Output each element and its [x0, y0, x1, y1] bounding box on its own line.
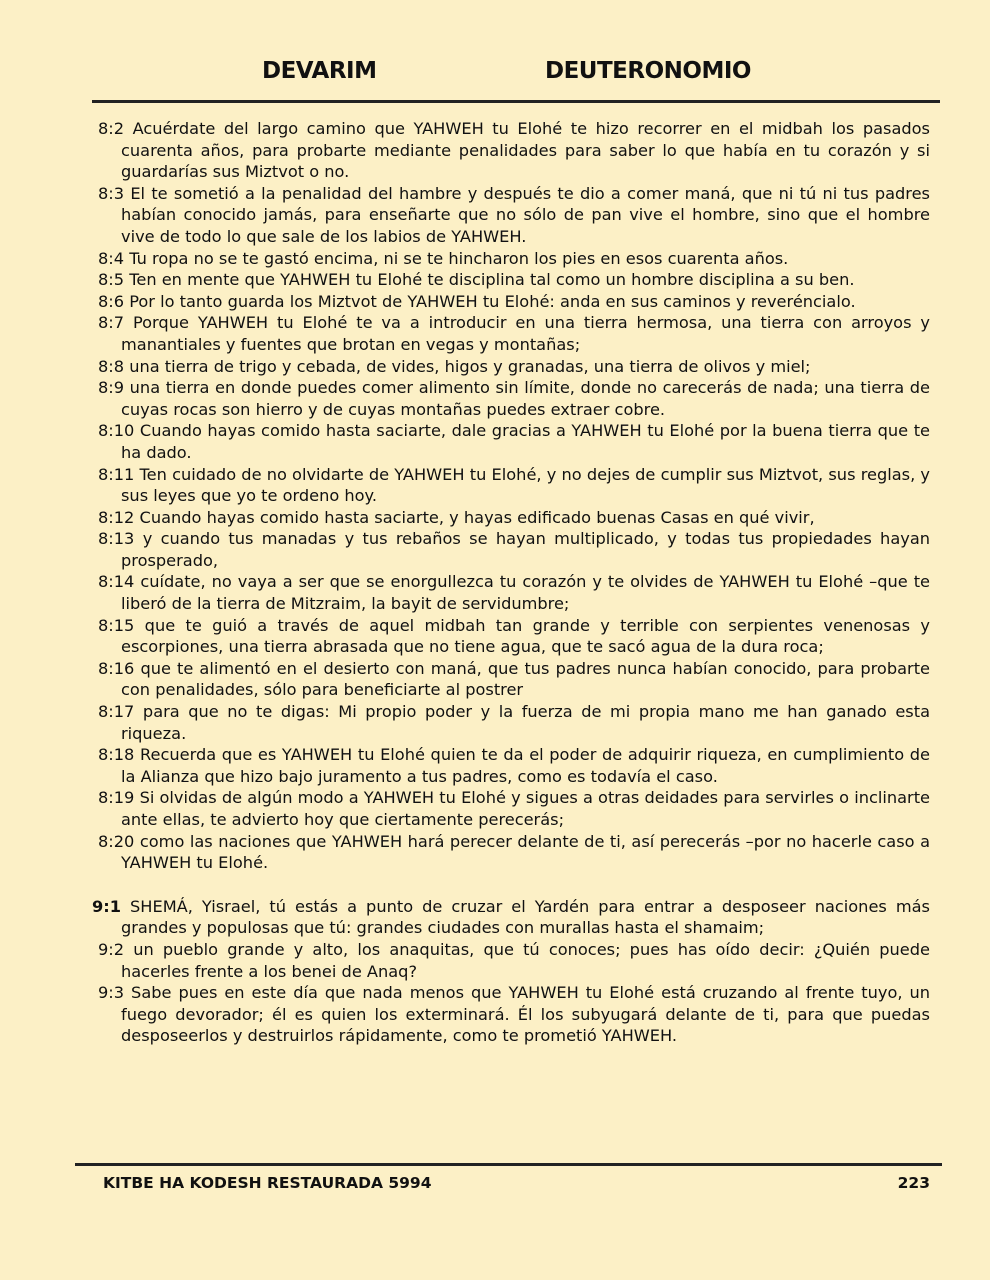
verse-number: 8:15 [98, 615, 135, 635]
verse-text: que te guió a través de aquel midbah tan grande y terrible con serpientes venenosas y escorpiones, una tierra abrasada que no tiene agua, que te sacó agua de la dura roca; [121, 615, 930, 657]
verse-number: 8:18 [98, 745, 135, 765]
book-name-hebrew: DEVARIM [262, 58, 377, 84]
verse-number: 8:10 [98, 421, 135, 441]
verse-number: 8:19 [98, 788, 135, 808]
verse-text: Porque YAHWEH tu Elohé te va a introducir en una tierra hermosa, una tierra con arroyos y manantiales y fuentes que brotan en vegas y montañas; [121, 313, 930, 354]
verse-text: y cuando tus manadas y tus rebaños se hayan multiplicado, y todas tus propiedades hayan prosperado, [121, 529, 930, 570]
verse [98, 507, 930, 529]
page-header [92, 56, 940, 103]
verse [98, 528, 930, 571]
verse [98, 464, 930, 507]
verse [98, 831, 930, 874]
chapter-8 [98, 118, 930, 874]
verse [98, 183, 930, 248]
verse-text: Recuerda que es YAHWEH tu Elohé quien te da el poder de adquirir riqueza, en cumplimiento de la Alianza que hizo bajo juramento a tus padres, como es todavía el caso. [121, 745, 930, 786]
verse-number: 8:5 [98, 270, 125, 290]
footer-book-title: KITBE HA KODESH RESTAURADA 5994 [103, 1174, 432, 1192]
verse-text: Ten en mente que YAHWEH tu Elohé te disciplina tal como un hombre disciplina a su ben. [129, 270, 855, 290]
verse [98, 356, 930, 378]
verse-number: 8:6 [98, 291, 125, 311]
chapter-9 [92, 896, 930, 1047]
verse-number: 8:11 [98, 464, 135, 484]
verse-text: una tierra en donde puedes comer alimento sin límite, donde no carecerás de nada; una tierra de cuyas rocas son hierro y de cuyas montañas puedes extraer cobre. [121, 378, 930, 419]
verse-number: 8:2 [98, 119, 125, 138]
verse-text: Cuando hayas comido hasta saciarte, y hayas edificado buenas Casas en qué vivir, [139, 507, 815, 527]
verse-number: 8:4 [98, 248, 125, 268]
verse-text: como las naciones que YAHWEH hará perecer delante de ti, así perecerás –por no hacerle caso a YAHWEH tu Elohé. [121, 831, 930, 873]
verse-number: 8:16 [98, 658, 135, 678]
verse-number: 9:3 [98, 983, 125, 1003]
verse-text: cuídate, no vaya a ser que se enorgullezca tu corazón y te olvides de YAHWEH tu Elohé –que te liberó de la tierra de Mitzraim, la bayit de servidumbre; [121, 572, 930, 614]
verse [98, 939, 930, 982]
verse-number: 9:1 [92, 896, 121, 916]
verse [98, 312, 930, 355]
verse-text: Acuérdate del largo camino que YAHWEH tu Elohé te hizo recorrer en el midbah los pasados cuarenta años, para probarte mediante penalidades para saber lo que había en tu corazón y si guardarías sus Miztvot o no. [121, 119, 930, 182]
verse-number: 8:3 [98, 183, 125, 203]
verse-text: El te sometió a la penalidad del hambre y después te dio a comer maná, que ni tú ni tus padres habían conocido jamás, para enseñarte que no sólo de pan vive el hombre, sino que el hombre vive de todo lo que sale de los labios de YAHWEH. [121, 183, 930, 246]
verse-text: SHEMÁ, Yisrael, tú estás a punto de cruzar el Yardén para entrar a desposeer naciones más grandes y populosas que tú: grandes ciudades con murallas hasta el shamaim; [121, 896, 930, 938]
verse-text: para que no te digas: Mi propio poder y la fuerza de mi propia mano me han ganado esta riqueza. [121, 702, 931, 743]
book-name-spanish: DEUTERONOMIO [545, 58, 751, 84]
verse-number: 8:9 [98, 378, 125, 398]
verse-text: Si olvidas de algún modo a YAHWEH tu Elohé y sigues a otras deidades para servirles o inclinarte ante ellas, te advierto hoy que ciertamente perecerás; [121, 788, 930, 829]
verse [98, 377, 930, 420]
verse-text: una tierra de trigo y cebada, de vides, higos y granadas, una tierra de olivos y miel; [129, 356, 811, 376]
verse [98, 571, 930, 614]
verse-number: 8:8 [98, 356, 125, 376]
verse [98, 787, 930, 830]
scripture-text [92, 118, 931, 1047]
verse [98, 420, 930, 463]
verse-text: Cuando hayas comido hasta saciarte, dale gracias a YAHWEH tu Elohé por la buena tierra que te ha dado. [121, 421, 930, 462]
verse-text: Por lo tanto guarda los Miztvot de YAHWEH tu Elohé: anda en sus caminos y reveréncialo. [129, 291, 856, 311]
verse [98, 118, 930, 183]
verse [92, 896, 930, 939]
verse [98, 291, 930, 313]
verse-text: Sabe pues en este día que nada menos que YAHWEH tu Elohé está cruzando al frente tuyo, un fuego devorador; él es quien los exterminará. Él los subyugará delante de ti, para que puedas desposeerlos y destruirlos rápidamente, como te prometió YAHWEH. [121, 983, 930, 1046]
verse-number: 8:14 [98, 572, 135, 592]
verse-number: 8:20 [98, 831, 135, 851]
verse [98, 658, 930, 701]
verse-number: 9:2 [98, 939, 125, 959]
verse-text: Tu ropa no se te gastó encima, ni se te hincharon los pies en esos cuarenta años. [129, 248, 789, 268]
verse-number: 8:17 [98, 702, 135, 722]
verse-text: un pueblo grande y alto, los anaquitas, que tú conoces; pues has oído decir: ¿Quién puede hacerles frente a los benei de Anaq? [121, 939, 930, 981]
chapter-gap [98, 874, 930, 896]
verse-text: Ten cuidado de no olvidarte de YAHWEH tu Elohé, y no dejes de cumplir sus Miztvot, sus reglas, y sus leyes que yo te ordeno hoy. [121, 464, 930, 506]
verse-number: 8:12 [98, 507, 135, 527]
verse [98, 744, 930, 787]
verse [98, 701, 930, 744]
verse-number: 8:13 [98, 529, 135, 549]
verse [98, 248, 930, 270]
verse-number: 8:7 [98, 313, 125, 333]
page-number: 223 [897, 1174, 930, 1192]
verse [98, 269, 930, 291]
verse [98, 615, 930, 658]
page-footer [75, 1163, 942, 1202]
verse [98, 982, 930, 1047]
verse-text: que te alimentó en el desierto con maná, que tus padres nunca habían conocido, para probarte con penalidades, sólo para beneficiarte al postrer [121, 658, 930, 700]
